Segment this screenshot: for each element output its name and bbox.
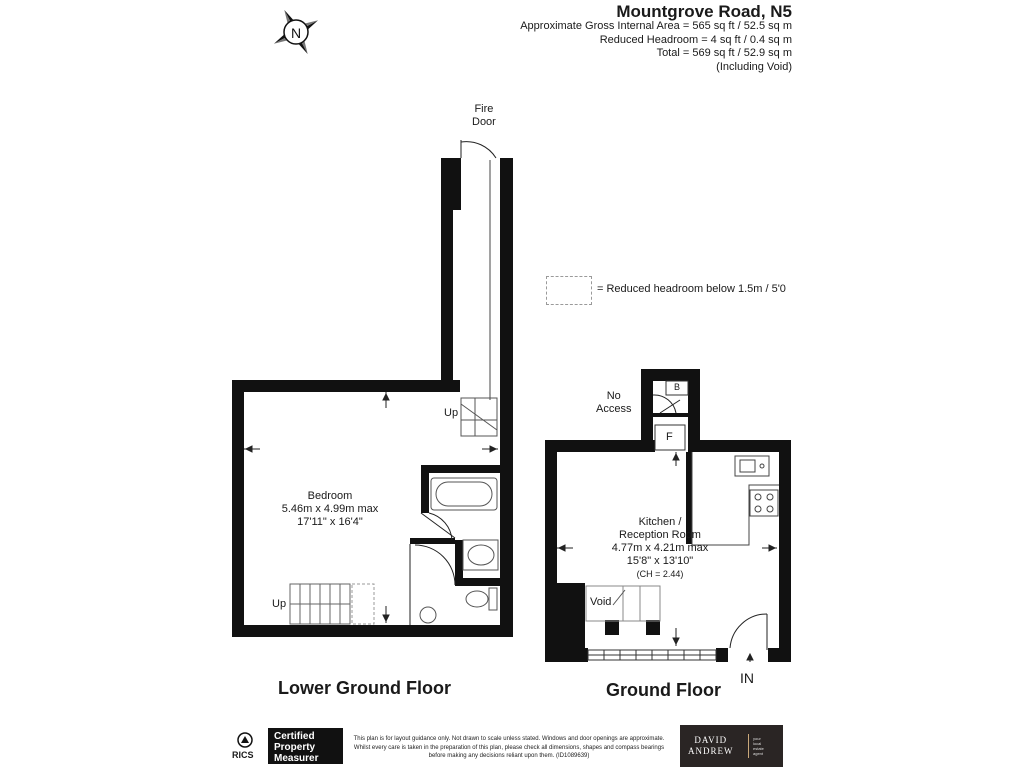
bedroom-label: Bedroom 5.46m x 4.99m max 17'11" x 16'4" <box>281 490 379 528</box>
agent-logo <box>680 725 783 767</box>
certified-measurer-badge: Certified Property Measurer <box>268 728 343 764</box>
ground-floor-title: Ground Floor <box>606 680 721 700</box>
fire-door-swing <box>461 140 496 158</box>
lower-basin <box>420 607 436 623</box>
compass-letter: N <box>290 25 302 41</box>
reduced-headroom-line: Reduced Headroom = 4 sq ft / 0.4 sq m <box>599 33 792 46</box>
entrance-label: IN <box>740 670 754 686</box>
legend-label: = Reduced headroom below 1.5m / 5'0 <box>597 283 786 295</box>
corridor-up-label: Up <box>444 407 459 419</box>
property-title: Mountgrove Road, N5 <box>616 2 792 21</box>
front-window <box>588 650 716 660</box>
entrance-door <box>730 614 767 650</box>
kitchen-label: Kitchen / Reception Room 4.77m x 4.21m max 15'8" x 13'10" (CH = 2.44) <box>611 516 709 579</box>
bedroom-stair <box>290 584 350 624</box>
corridor-stair <box>461 398 497 436</box>
cupboard-f-label: F <box>666 431 673 443</box>
cupboard-b-label: B <box>674 382 681 392</box>
gross-area-line: Approximate Gross Internal Area = 565 sq ft / 52.5 sq m <box>520 20 792 32</box>
rics-logo-icon <box>236 732 254 748</box>
lower-ground-floor-title: Lower Ground Floor <box>278 678 451 698</box>
no-access-label: No Access <box>596 390 632 415</box>
fire-door-label: Fire Door <box>472 103 496 128</box>
rics-wordmark: RICS <box>232 750 254 760</box>
agent-tagline: your local estate agent <box>753 736 764 756</box>
logo-divider <box>748 734 749 758</box>
including-void-line: (Including Void) <box>716 60 792 73</box>
agent-name: DAVID ANDREW <box>688 735 734 756</box>
total-area-line: Total = 569 sq ft / 52.9 sq m <box>656 47 792 59</box>
toilet <box>466 588 497 610</box>
bedroom-up-label: Up <box>272 598 287 610</box>
void-label: Void <box>590 596 612 608</box>
bath-tub <box>431 478 497 510</box>
basin <box>463 540 498 570</box>
disclaimer-text: This plan is for layout guidance only. Not drawn to scale unless stated. Windows and door openings are approximate. Whilst every care is taken in the preparation of this plan, please check all dimensions, shapes and compass bearings before making any decisions reliant upon them. (ID1089639) <box>353 736 665 759</box>
